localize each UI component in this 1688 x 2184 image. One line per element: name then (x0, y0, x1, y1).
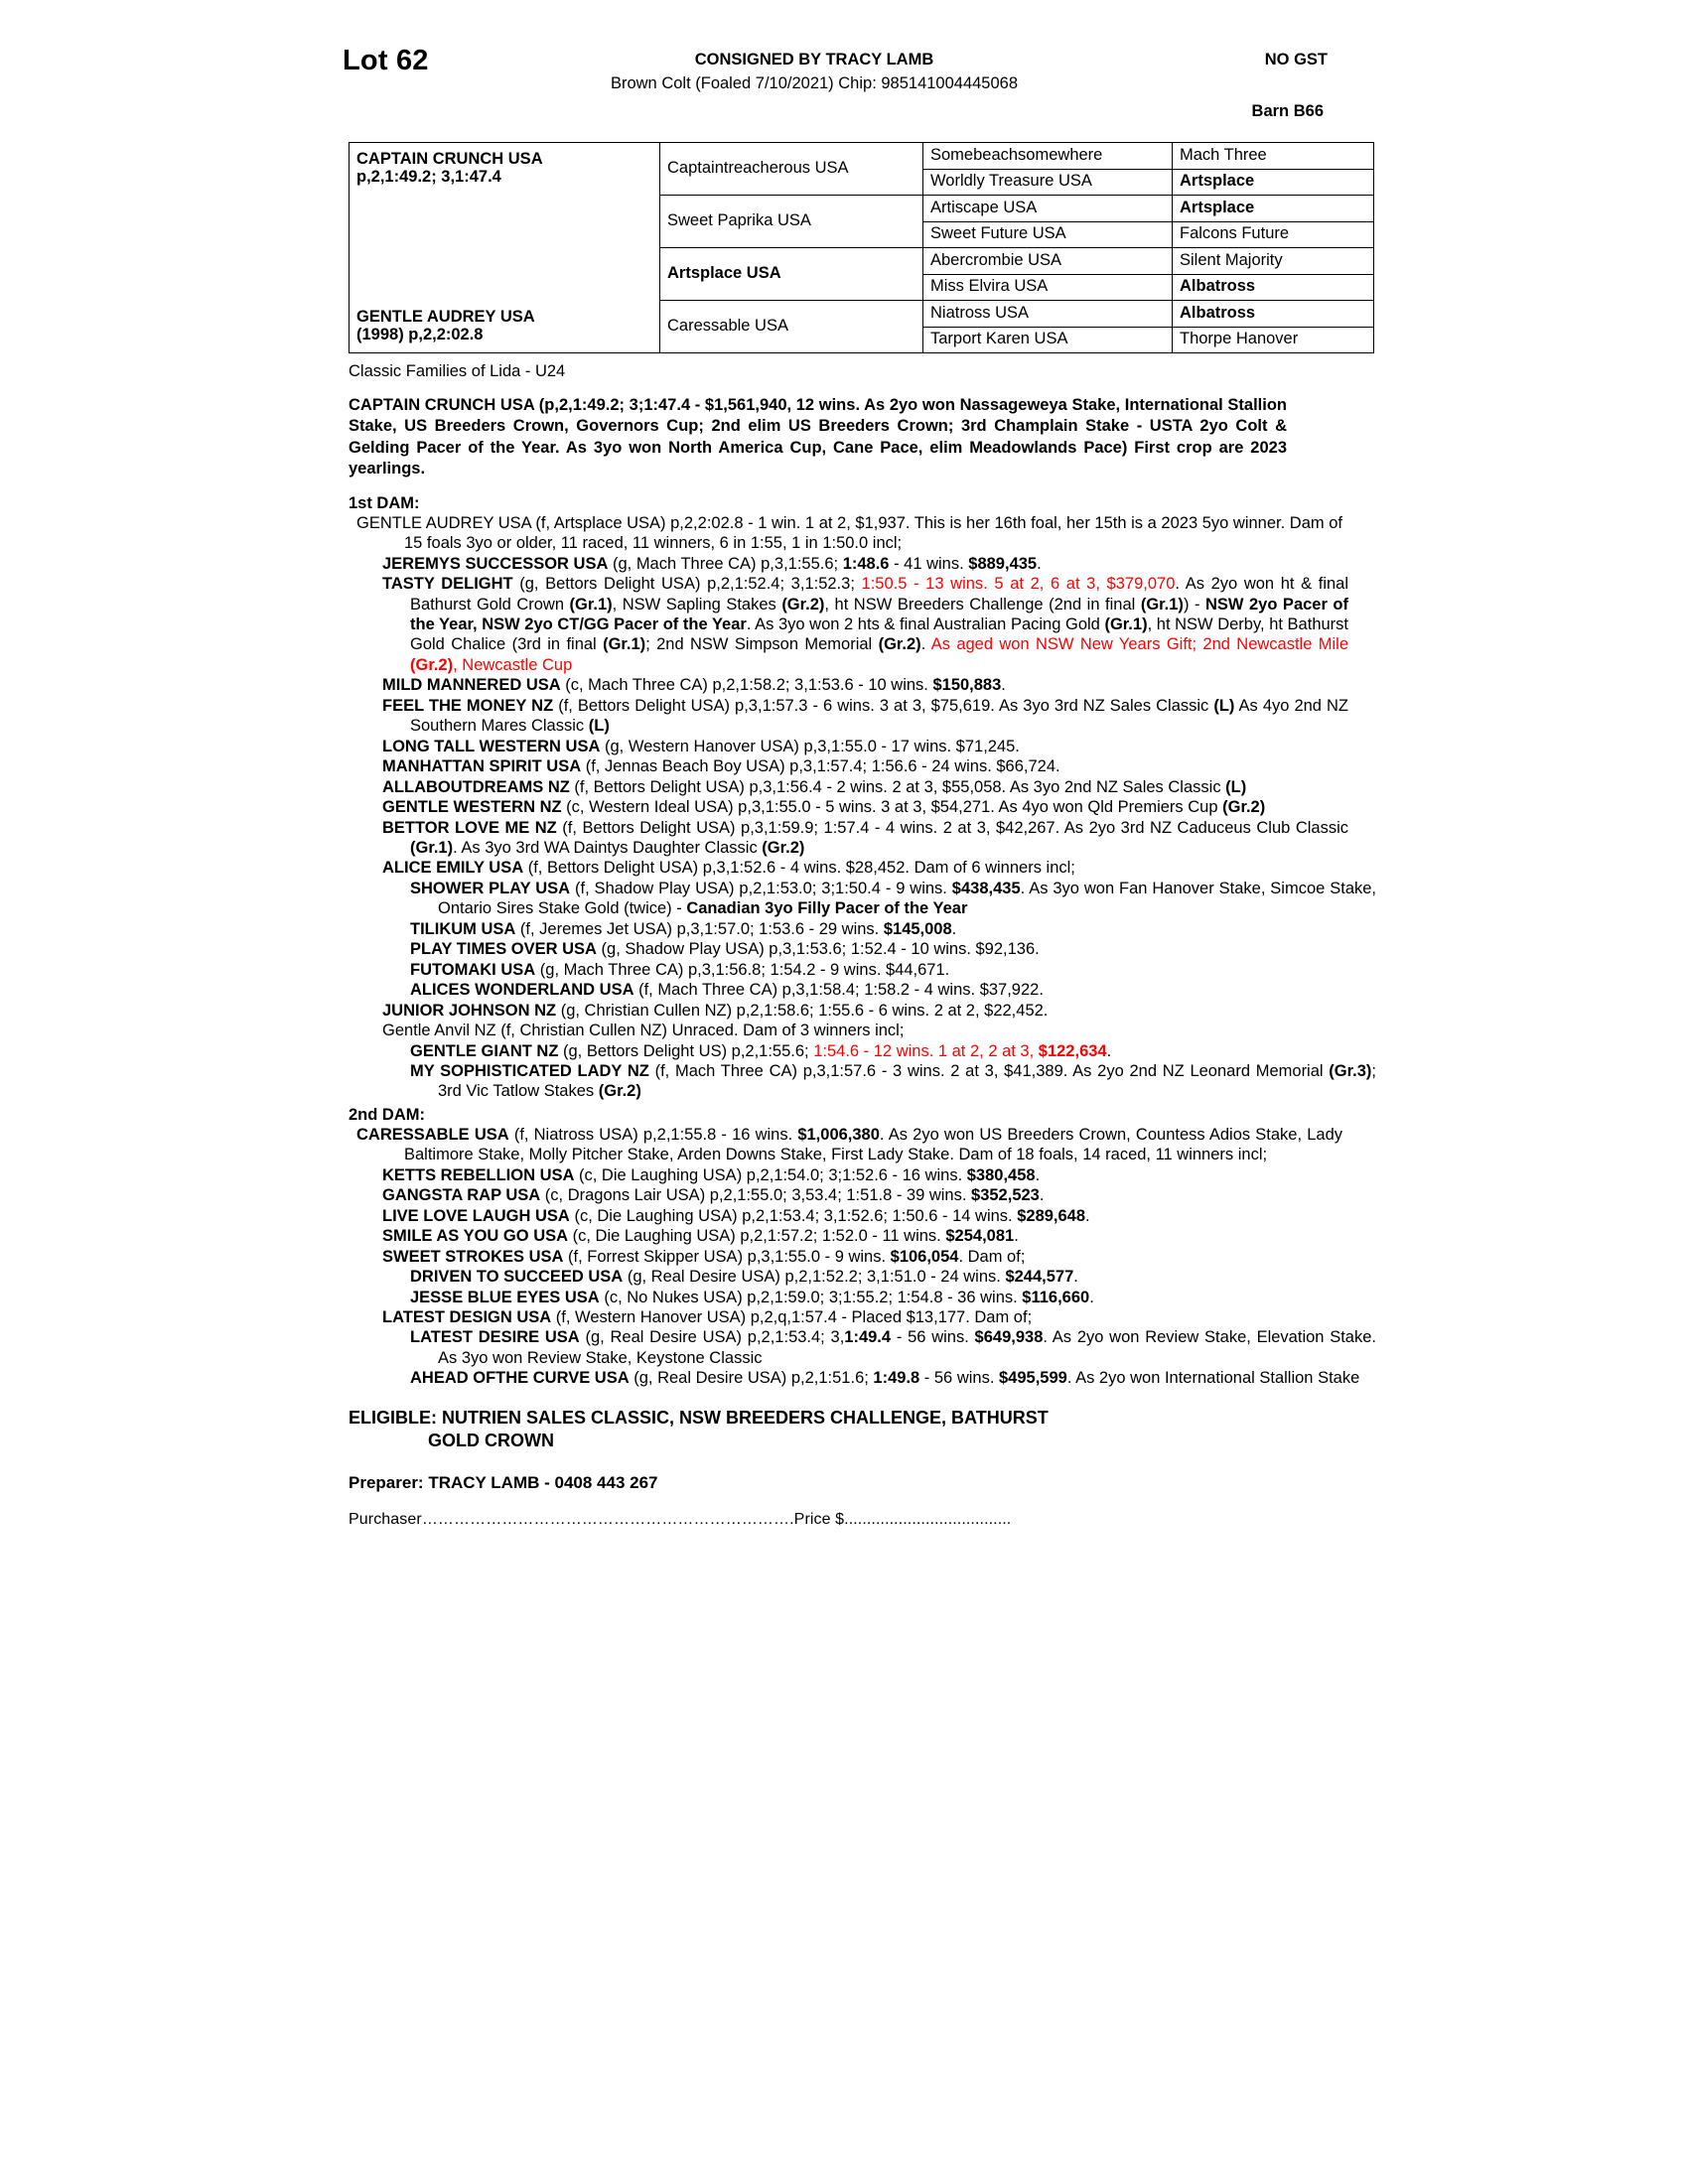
list-item: LATEST DESIGN USA (f, Western Hanover USA) p,2,q,1:57.4 - Placed $13,177. Dam of; (382, 1307, 1033, 1326)
sire-blurb: CAPTAIN CRUNCH USA (p,2,1:49.2; 3;1:47.4 - $1,561,940, 12 wins. As 2yo won Nassageweya Stake, International Stallion Stake, US Breeders Crown, Governors Cup; 2nd elim US Breeders Crown; 3rd Champlain Stake - USTA 2yo Colt & Gelding Pacer of the Year. As 3yo won North America Cup, Cane Pace, elim Meadowlands Pace) First crop are 2023 yearlings. (349, 396, 1287, 478)
second-dam-text-2: . As 2yo won US Breeders Crown, Countess Adios Stake, Lady Baltimore Stake, Molly Pitcher Stake, Arden Downs Stake, First Lady Stake. Dam of 18 foals, 14 raced, 11 winners incl; (404, 1125, 1343, 1164)
list-item: JEREMYS SUCCESSOR USA (g, Mach Three CA) p,3,1:55.6; 1:48.6 - 41 wins. $889,435. (382, 554, 1042, 573)
list-item: LIVE LOVE LAUGH USA (c, Die Laughing USA) p,2,1:53.4; 3,1:52.6; 1:50.6 - 14 wins. $289,648. (382, 1206, 1090, 1225)
list-item: Gentle Anvil NZ (f, Christian Cullen NZ) Unraced. Dam of 3 winners incl; (382, 1022, 905, 1040)
list-item: DRIVEN TO SUCCEED USA (g, Real Desire USA) p,2,1:52.2; 3,1:51.0 - 24 wins. $244,577. (410, 1268, 1078, 1287)
dam-ggp2: Albatross (1173, 274, 1374, 301)
list-item: BETTOR LOVE ME NZ (f, Bettors Delight USA) p,3,1:59.9; 1:57.4 - 4 wins. 2 at 3, $42,267. As 2yo 3rd NZ Caduceus Club Classic (Gr.1). As 3yo 3rd WA Daintys Daughter Classic (Gr.2) (382, 818, 1348, 857)
list-item: KETTS REBELLION USA (c, Die Laughing USA) p,2,1:54.0; 3;1:52.6 - 16 wins. $380,458. (382, 1165, 1041, 1184)
dam-gp2: Miss Elvira USA (923, 274, 1173, 301)
classic-families-line: Classic Families of Lida - U24 (349, 362, 566, 380)
sire-gp3: Artiscape USA (923, 196, 1173, 222)
table-row (350, 143, 1374, 170)
list-item: ALICE EMILY USA (f, Bettors Delight USA) p,3,1:52.6 - 4 wins. $28,452. Dam of 6 winners incl; (382, 859, 1075, 878)
gst-status: NO GST (1264, 51, 1328, 68)
list-item: FUTOMAKI USA (g, Mach Three CA) p,3,1:56.8; 1:54.2 - 9 wins. $44,671. (410, 960, 950, 979)
first-dam-header: 1st DAM: (349, 493, 420, 512)
second-dam-intro (356, 1125, 1342, 1165)
sire-dam: Sweet Paprika USA (660, 196, 923, 248)
list-item: GANGSTA RAP USA (c, Dragons Lair USA) p,2,1:55.0; 3,53.4; 1:51.8 - 39 wins. $352,523. (382, 1186, 1045, 1205)
eligible-line-1: ELIGIBLE: NUTRIEN SALES CLASSIC, NSW BREEDERS CHALLENGE, BATHURST (349, 1407, 1049, 1428)
sire-gp4: Sweet Future USA (923, 221, 1173, 248)
dam-record: (1998) p,2,2:02.8 (356, 325, 484, 343)
dam-gp1: Abercrombie USA (923, 248, 1173, 275)
dam-ggp3: Albatross (1173, 301, 1374, 328)
list-item: JESSE BLUE EYES USA (c, No Nukes USA) p,2,1:59.0; 3;1:55.2; 1:54.8 - 36 wins. $116,660. (410, 1288, 1094, 1306)
barn-number: Barn B66 (1251, 102, 1324, 120)
list-item: SMILE AS YOU GO USA (c, Die Laughing USA) p,2,1:57.2; 1:52.0 - 11 wins. $254,081. (382, 1227, 1019, 1246)
list-item: SHOWER PLAY USA (f, Shadow Play USA) p,2,1:53.0; 3;1:50.4 - 9 wins. $438,435. As 3yo won Fan Hanover Stake, Simcoe Stake, Ontario Sires Stake Gold (twice) - Canadian 3yo Filly Pacer of the Year (410, 879, 1377, 918)
pedigree-table (349, 142, 1374, 353)
dam-ggp1: Silent Majority (1173, 248, 1374, 275)
sire-record: p,2,1:49.2; 3,1:47.4 (356, 168, 501, 187)
list-item: MANHATTAN SPIRIT USA (f, Jennas Beach Boy USA) p,3,1:57.4; 1:56.6 - 24 wins. $66,724. (382, 757, 1060, 776)
list-item: AHEAD OFTHE CURVE USA (g, Real Desire USA) p,2,1:51.6; 1:49.8 - 56 wins. $495,599. As 2yo won International Stallion Stake (410, 1369, 1360, 1388)
list-item: SWEET STROKES USA (f, Forrest Skipper USA) p,3,1:55.0 - 9 wins. $106,054. Dam of; (382, 1247, 1026, 1266)
second-dam-header: 2nd DAM: (349, 1105, 425, 1124)
list-item: MILD MANNERED USA (c, Mach Three CA) p,2,1:58.2; 3,1:53.6 - 10 wins. $150,883. (382, 676, 1006, 695)
table-row (350, 301, 1374, 328)
dam-cell (350, 301, 660, 353)
second-dam-name: CARESSABLE USA (356, 1125, 509, 1144)
first-dam-intro (356, 513, 1342, 554)
catalogue-sheet (343, 45, 1377, 1529)
list-item: FEEL THE MONEY NZ (f, Bettors Delight USA) p,3,1:57.3 - 6 wins. 3 at 3, $75,619. As 3yo 3rd NZ Sales Classic (L) As 4yo 2nd NZ Southern Mares Classic (L) (382, 696, 1349, 736)
list-item: TILIKUM USA (f, Jeremes Jet USA) p,3,1:57.0; 1:53.6 - 29 wins. $145,008. (410, 919, 957, 938)
page-header (343, 45, 1345, 130)
list-item: GENTLE WESTERN NZ (c, Western Ideal USA) p,3,1:55.0 - 5 wins. 3 at 3, $54,271. As 4yo won Qld Premiers Cup (Gr.2) (382, 798, 1266, 817)
list-item: JUNIOR JOHNSON NZ (g, Christian Cullen NZ) p,2,1:58.6; 1:55.6 - 6 wins. 2 at 2, $22,452. (382, 1001, 1049, 1020)
eligible-block (349, 1407, 1292, 1453)
second-dam-earnings: $1,006,380 (797, 1125, 880, 1144)
sire-ggp4: Falcons Future (1173, 221, 1374, 248)
lot-number: Lot 62 (343, 45, 429, 76)
horse-description: Brown Colt (Foaled 7/10/2021) Chip: 985141004445068 (610, 74, 1019, 92)
dam-gp4: Tarport Karen USA (923, 327, 1173, 353)
sire-name: CAPTAIN CRUNCH USA (356, 150, 543, 169)
sire-cell-spacer (350, 196, 660, 248)
dam-gp3: Niatross USA (923, 301, 1173, 328)
sire-ggp2: Artsplace (1173, 169, 1374, 196)
first-dam-text: (f, Artsplace USA) p,2,2:02.8 - 1 win. 1 at 2, $1,937. This is her 16th foal, her 15th is a 2023 5yo winner. Dam of 15 foals 3yo or older, 11 raced, 11 winners, 6 in 1:55, 1 in 1:50.0 incl; (404, 513, 1342, 553)
preparer-line: Preparer: TRACY LAMB - 0408 443 267 (349, 1472, 658, 1492)
dam-ggp4: Thorpe Hanover (1173, 327, 1374, 353)
sire-ggp1: Mach Three (1173, 143, 1374, 170)
eligible-line-2: GOLD CROWN (428, 1431, 554, 1451)
list-item: TASTY DELIGHT (g, Bettors Delight USA) p,2,1:52.4; 3,1:52.3; 1:50.5 - 13 wins. 5 at 2, 6 at 3, $379,070. As 2yo won ht & final Bathurst Gold Crown (Gr.1), NSW Sapling Stakes (Gr.2), ht NSW Breeders Challenge (2nd in final (Gr.1)) - NSW 2yo Pacer of the Year, NSW 2yo CT/GG Pacer of the Year. As 3yo won 2 hts & final Australian Pacing Gold (Gr.1), ht NSW Derby, ht Bathurst Gold Chalice (3rd in final (Gr.1); 2nd NSW Simpson Memorial (Gr.2). As aged won NSW New Years Gift; 2nd Newcastle Mile (Gr.2), Newcastle Cup (382, 575, 1349, 674)
list-item: LONG TALL WESTERN USA (g, Western Hanover USA) p,3,1:55.0 - 17 wins. $71,245. (382, 737, 1020, 755)
sire-cell (350, 143, 660, 196)
sire-sire: Captaintreacherous USA (660, 143, 923, 196)
dam-dam: Caressable USA (660, 301, 923, 353)
sire-gp2: Worldly Treasure USA (923, 169, 1173, 196)
sire-ggp3: Artsplace (1173, 196, 1374, 222)
table-row (350, 196, 1374, 222)
dam-cell-spacer (350, 248, 660, 301)
consignor-label: CONSIGNED BY TRACY LAMB (694, 51, 934, 68)
dam-sire: Artsplace USA (660, 248, 923, 301)
second-dam-text-1: (f, Niatross USA) p,2,1:55.8 - 16 wins. (508, 1125, 798, 1144)
list-item: PLAY TIMES OVER USA (g, Shadow Play USA) p,3,1:53.6; 1:52.4 - 10 wins. $92,136. (410, 940, 1040, 959)
first-dam-name: GENTLE AUDREY USA (356, 513, 531, 532)
table-row (350, 248, 1374, 275)
dam-name: GENTLE AUDREY USA (356, 307, 535, 326)
sire-gp1: Somebeachsomewhere (923, 143, 1173, 170)
purchaser-line: Purchaser…………………………………………………………….Price $..................................... (349, 1510, 1012, 1528)
list-item: ALLABOUTDREAMS NZ (f, Bettors Delight USA) p,3,1:56.4 - 2 wins. 2 at 3, $55,058. As 3yo 2nd NZ Sales Classic (L) (382, 777, 1247, 796)
list-item: MY SOPHISTICATED LADY NZ (f, Mach Three CA) p,3,1:57.6 - 3 wins. 2 at 3, $41,389. As 2yo 2nd NZ Leonard Memorial (Gr.3); 3rd Vic Tatlow Stakes (Gr.2) (410, 1061, 1376, 1101)
list-item: ALICES WONDERLAND USA (f, Mach Three CA) p,3,1:58.4; 1:58.2 - 4 wins. $37,922. (410, 981, 1044, 1000)
list-item: LATEST DESIRE USA (g, Real Desire USA) p,2,1:53.4; 3,1:49.4 - 56 wins. $649,938. As 2yo won Review Stake, Elevation Stake. As 3yo won Review Stake, Keystone Classic (410, 1328, 1376, 1367)
list-item: GENTLE GIANT NZ (g, Bettors Delight US) p,2,1:55.6; 1:54.6 - 12 wins. 1 at 2, 2 at 3, $122,634. (410, 1041, 1112, 1060)
